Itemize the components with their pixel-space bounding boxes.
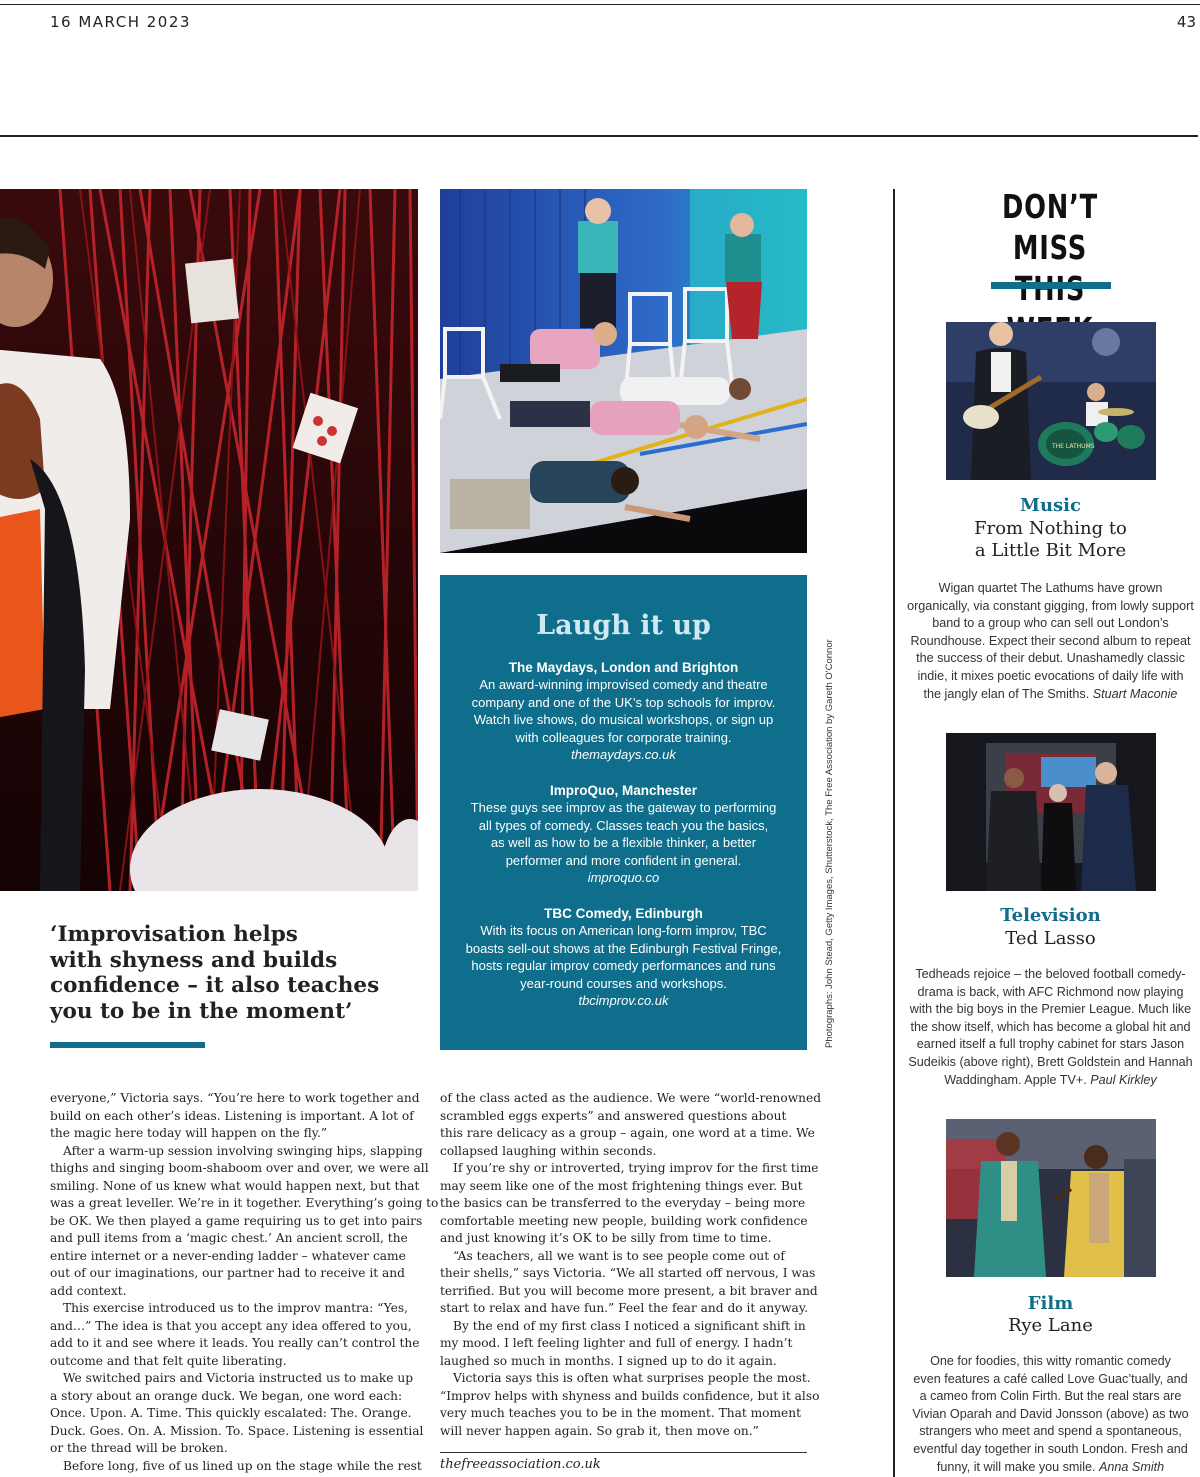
- byline: Anna Smith: [1099, 1459, 1165, 1474]
- title-line: Ted Lasso: [1005, 928, 1096, 949]
- listing-tbc-comedy: [452, 905, 795, 1010]
- title-line: From Nothing to: [974, 518, 1127, 539]
- body-line: drama is back, with AFC Richmond now playing: [917, 984, 1184, 999]
- body-line: the success of their debut. Unashamedly classic: [916, 651, 1185, 666]
- drum-logo-text: THE LATHUMS: [1052, 443, 1095, 450]
- stage-photo-illustration: [0, 189, 418, 891]
- website-link[interactable]: thefreeassociation.co.uk: [440, 1457, 601, 1472]
- body-line: earned itself a full trophy cabinet for stars Jason: [916, 1037, 1185, 1052]
- article-line: After a warm-up session involving swinging hips, slapping: [63, 1143, 423, 1158]
- body-line: even features a café called Love Guac’tually, and: [913, 1371, 1188, 1386]
- listing-text: Watch live shows, do musical workshops, or sign up: [473, 712, 774, 727]
- article-line: By the end of my first class I noticed a significant shift in: [453, 1318, 806, 1333]
- article-line: Before long, five of us lined up on the stage while the rest: [63, 1458, 422, 1473]
- column-end-rule: [440, 1452, 807, 1453]
- article-line: scrambled eggs experts” and answered questions about: [440, 1108, 787, 1123]
- article-line: collapsed laughing within seconds.: [440, 1143, 657, 1158]
- stage-photo: [0, 189, 418, 891]
- article-line: add context.: [50, 1283, 127, 1298]
- article-line: Victoria says this is often what surprises people the most.: [453, 1371, 811, 1385]
- body-line: with the big boys in the Premier League. Much like: [909, 1002, 1192, 1017]
- article-line: very much teaches you to be in the moment. That moment: [440, 1406, 802, 1420]
- sidebar-divider: [893, 189, 895, 1477]
- category-film: Film: [1027, 1293, 1074, 1314]
- article-line: out of our imaginations, our partner had to receive it and: [50, 1266, 405, 1280]
- article-line: the magic here today will happen on the fly.”: [50, 1126, 328, 1140]
- pull-quote-rule: [50, 1042, 205, 1048]
- body-line: Wigan quartet The Lathums have grown: [938, 581, 1163, 595]
- listing-text: With its focus on American long-form improv, TBC: [480, 923, 767, 938]
- body-line: organically, via constant gigging, from lowly support: [907, 598, 1194, 613]
- laugh-it-up-box: [440, 575, 807, 1050]
- music-title: [903, 518, 1198, 562]
- body-line: Tedheads rejoice – the beloved football comedy-: [915, 967, 1186, 981]
- film-photo: [946, 1119, 1156, 1277]
- pull-quote-line: ‘Improvisation helps: [50, 922, 298, 947]
- article-line: Once. Upon. A. Time. This quickly escalated: The. Orange.: [50, 1406, 412, 1420]
- body-line: strangers who meet and spend a spontaneous,: [919, 1424, 1182, 1439]
- article-line: my mood. I left feeling lighter and full of energy. I hadn’t: [440, 1336, 793, 1350]
- body-line: One for foodies, this witty romantic comedy: [930, 1354, 1171, 1368]
- pull-quote-line: with shyness and builds: [50, 947, 338, 973]
- television-title: [903, 928, 1198, 950]
- television-body: [903, 966, 1198, 1089]
- body-line: indie, it mixes poetic evocations of daily life with: [917, 668, 1184, 683]
- listing-text: boasts sell-out shows at the Edinburgh Festival Fringe,: [465, 940, 782, 956]
- article-line: We switched pairs and Victoria instructed us to make up: [63, 1371, 414, 1385]
- listing-text: as well as how to be a flexible thinker, a better: [490, 835, 757, 850]
- listing-url[interactable]: improquo.co: [587, 870, 660, 885]
- article-column-1: [50, 1090, 438, 1475]
- article-line: a story about an orange duck. We began, one word each:: [50, 1388, 403, 1403]
- listing-text: all types of comedy. Classes teach you the basics,: [478, 817, 769, 833]
- music-body: [903, 580, 1198, 703]
- laugh-box-title: Laugh it up: [536, 610, 711, 641]
- listing-url[interactable]: tbcimprov.co.uk: [578, 993, 669, 1008]
- header-divider: [0, 135, 1198, 137]
- listing-text: with colleagues for corporate training.: [515, 729, 732, 745]
- category-music: Music: [1020, 495, 1081, 516]
- article-line: This exercise introduced us to the improv mantra: “Yes,: [63, 1301, 409, 1315]
- photo-credit: [812, 639, 835, 1048]
- article-line: add to it and see where it leads. You really can’t control the: [50, 1336, 420, 1350]
- body-line: a cameo from Colin Firth. But the real stars are: [919, 1389, 1182, 1404]
- band-illustration: [946, 322, 1156, 480]
- body-line: funny, it will make you smile.: [936, 1459, 1096, 1474]
- article-line: will never happen again. So grab it, then move on.”: [440, 1423, 759, 1438]
- film-title: [903, 1315, 1198, 1337]
- article-line: may seem like one of the most frightening things ever. But: [440, 1178, 803, 1193]
- article-line: and just knowing it’s OK to be silly from time to time.: [440, 1231, 772, 1245]
- page-number: 43: [1176, 13, 1196, 31]
- improv-class-illustration: [440, 189, 807, 553]
- listing-name: TBC Comedy, Edinburgh: [544, 906, 703, 921]
- television-photo: [946, 733, 1156, 891]
- listing-text: An award-winning improvised comedy and theatre: [479, 677, 768, 692]
- listing-text: company and one of the UK’s top schools for improv.: [471, 694, 776, 710]
- listing-text: hosts regular improv comedy performances and runs: [471, 958, 776, 973]
- article-line: comfortable meeting new people, building work confidence: [440, 1213, 808, 1228]
- article-line: be OK. We then played a game requiring us to get into pairs: [50, 1213, 423, 1228]
- listing-url[interactable]: themaydays.co.uk: [571, 747, 676, 762]
- listing-text: year-round courses and workshops.: [520, 975, 727, 991]
- article-line: Duck. Goes. On. A. Mission. To. Space. Listening is essential: [50, 1423, 424, 1438]
- sidebar-heading-line: DON’T MISS: [1001, 187, 1099, 267]
- body-line: Vivian Oparah and David Jonsson (above) as two: [912, 1406, 1189, 1421]
- article-line: and pull items from a ‘magic chest.’ An ancient scroll, the: [50, 1231, 408, 1245]
- pull-quote-line: you to be in the moment’: [50, 998, 353, 1024]
- body-line: eventful day together in south London. Fresh and: [913, 1441, 1188, 1456]
- article-line: terrified. But you will become more present, a bit braver and: [440, 1283, 818, 1298]
- rye-lane-illustration: [946, 1119, 1156, 1277]
- article-line: or the thread will be broken.: [50, 1441, 228, 1455]
- body-line: Waddingham. Apple TV+.: [944, 1072, 1087, 1087]
- article-line: this rare delicacy as a group – again, one word at a time. We: [440, 1126, 815, 1140]
- article-line: build on each other’s ideas. Listening is important. A lot of: [50, 1108, 414, 1123]
- photo-credit-text: Photographs: John Stead, Getty Images, Shutterstock, The Free Association by Gareth O'Connor: [824, 639, 835, 1048]
- body-line: the show itself, which has become a global hit and: [910, 1019, 1191, 1034]
- body-line: the jangly elan of The Smiths.: [923, 686, 1090, 701]
- sidebar-heading-rule: [991, 282, 1111, 289]
- category-television: Television: [1000, 905, 1101, 926]
- article-line: the basics can be transferred to the everyday – being more: [440, 1196, 806, 1210]
- body-line: Sudeikis (above right), Brett Goldstein and Hannah: [908, 1054, 1193, 1069]
- issue-date: 16 MARCH 2023: [50, 13, 191, 31]
- article-line: outcome and that felt quite liberating.: [50, 1353, 287, 1368]
- article-line: everyone,” Victoria says. “You’re here to work together and: [50, 1091, 420, 1105]
- listing-text: These guys see improv as the gateway to performing: [470, 800, 777, 815]
- pull-quote-line: confidence – it also teaches: [50, 973, 380, 998]
- ted-lasso-illustration: [946, 733, 1156, 891]
- listing-maydays: [452, 659, 795, 764]
- byline: Stuart Maconie: [1092, 686, 1178, 701]
- article-line: thighs and singing boom-shaboom over and over, we were all: [50, 1161, 429, 1175]
- article-line: start to relax and have fun.” Feel the fear and do it anyway.: [440, 1301, 808, 1315]
- article-line: was a great leveller. We’re in it together. Everything’s going to: [50, 1196, 439, 1210]
- title-line: Rye Lane: [1008, 1315, 1093, 1336]
- top-rule: [0, 4, 1200, 5]
- title-line: a Little Bit More: [974, 540, 1127, 561]
- article-line: “As teachers, all we want is to see people come out of: [453, 1248, 785, 1263]
- pull-quote: [50, 922, 410, 1024]
- article-line: smiling. None of us knew what would happen next, but that: [50, 1178, 420, 1193]
- body-line: Roundhouse. Expect their second album to repeat: [910, 633, 1191, 648]
- article-line: and…” The idea is that you accept any idea offered to you,: [50, 1318, 412, 1333]
- article-line: “Improv helps with shyness and builds confidence, but it also: [440, 1388, 820, 1403]
- byline: Paul Kirkley: [1090, 1072, 1157, 1087]
- music-photo: [946, 322, 1156, 480]
- body-line: band to a group who can sell out London’s: [932, 616, 1169, 631]
- article-line: If you’re shy or introverted, trying improv for the first time: [453, 1161, 819, 1175]
- article-line: entire internet or a never-ending ladder – whatever came: [50, 1248, 406, 1263]
- article-line: laughed so much in months. I signed up to do it again.: [440, 1353, 777, 1368]
- article-line: of the class acted as the audience. We were “world-renowned: [440, 1091, 822, 1105]
- listing-text: performer and more confident in general.: [505, 852, 742, 868]
- article-line: their shells,” says Victoria. “We all started off nervous, I was: [440, 1266, 816, 1280]
- listing-improquo: [452, 782, 795, 887]
- film-body: [903, 1353, 1198, 1476]
- listing-name: The Maydays, London and Brighton: [508, 660, 739, 675]
- listing-name: ImproQuo, Manchester: [549, 783, 698, 798]
- article-column-2: [440, 1090, 821, 1440]
- improv-class-photo: [440, 189, 807, 553]
